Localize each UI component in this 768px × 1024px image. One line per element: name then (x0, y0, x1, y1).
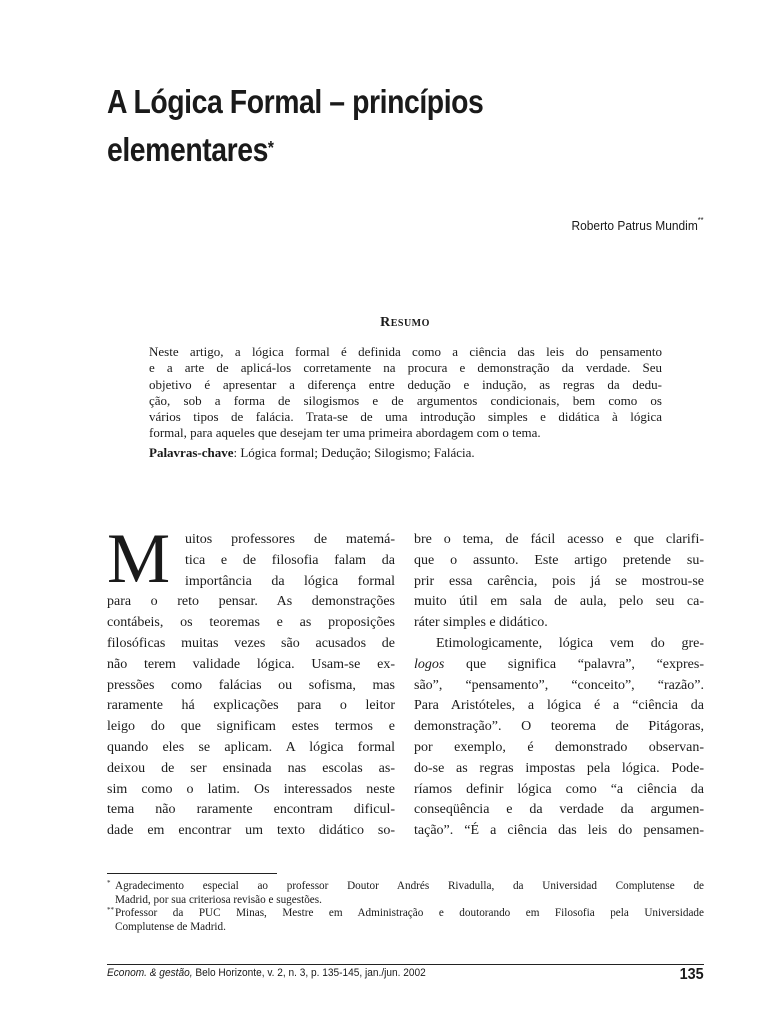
body-line: uitos professores de matemá- (185, 532, 395, 547)
body-line: raramente há explicações para o leitor (107, 698, 395, 714)
footnote-1 (107, 880, 704, 907)
body-column-right (414, 530, 704, 842)
body-line: por exemplo, é demonstrado observan- (414, 739, 704, 755)
body-line: muito útil em sala de aula, pelo seu ca- (414, 594, 704, 610)
page-number: 135 (679, 966, 704, 983)
author-footnote-marker: ** (698, 216, 704, 225)
body-line: Etimologicamente, lógica vem do gre- (436, 635, 704, 651)
author-name-text: Roberto Patrus Mundim (571, 218, 699, 233)
body-line: ríamos definir lógica como “a ciência da (414, 781, 704, 797)
body-line (414, 655, 704, 676)
footer-divider (107, 964, 704, 965)
drop-cap: M (107, 520, 171, 598)
body-line: deixou de ser ensinada nas escolas as- (107, 760, 395, 776)
journal-citation (107, 967, 426, 979)
body-line: sim como o latim. Os interessados neste (107, 781, 395, 797)
footnote-line: Complutense de Madrid. (115, 920, 226, 933)
body-line: importância da lógica formal (185, 573, 395, 589)
body-line: tação”. “É a ciência das leis do pensamen- (414, 823, 704, 839)
footnote-line: Professor da PUC Minas, Mestre em Administração e doutorando em Filosofia pela Universidade (115, 907, 704, 919)
keywords-label: Palavras-chave (149, 445, 234, 460)
article-title (107, 78, 623, 174)
body-line: quando eles se aplicam. A lógica formal (107, 739, 395, 755)
keywords-list: : Lógica formal; Dedução; Silogismo; Falácia. (233, 445, 475, 460)
body-line: do-se as regras impostas pela lógica. Pode- (414, 760, 704, 776)
body-line: pressões como falácias ou sofisma, mas (107, 677, 395, 693)
body-line: tema não raramente encontram dificul- (107, 802, 395, 818)
body-line: dade em encontrar um texto didático so- (107, 823, 395, 839)
body-line: para o reto pensar. As demonstrações (107, 594, 395, 610)
logos-word: logos (414, 656, 445, 672)
abstract-line: e a arte de aplicá-los corretamente na procura e demonstração da verdade. Seu (149, 360, 662, 376)
keywords (149, 445, 662, 461)
title-footnote-marker: * (267, 138, 274, 158)
body-line: que o assunto. Este artigo pretende su- (414, 552, 704, 568)
footnote-2 (107, 907, 704, 934)
journal-name: Econom. & gestão, (107, 967, 193, 979)
abstract-line: objetivo é apresentar a diferença entre dedução e indução, as regras da dedu- (149, 376, 662, 392)
journal-details: Belo Horizonte, v. 2, n. 3, p. 135-145, jan./jun. 2002 (192, 967, 426, 979)
body-line: são”, “pensamento”, “conceito”, “razão”. (414, 677, 704, 693)
footnote-line: Agradecimento especial ao professor Doutor Andrés Rivadulla, da Universidad Complutense de (115, 880, 704, 892)
body-line: não terem validade lógica. Usam-se ex- (107, 656, 395, 672)
footnotes (107, 880, 704, 934)
title-line-2 (107, 126, 623, 174)
footnote-marker: ** (107, 906, 114, 914)
body-line: prir essa carência, pois já se mostrou-se (414, 573, 704, 589)
body-line: bre o tema, de fácil acesso e que clarifi- (414, 532, 704, 547)
body-column-left (107, 530, 395, 842)
footnote-marker: * (107, 879, 111, 887)
abstract-text (149, 344, 662, 442)
body-line: tica e de filosofia falam da (185, 552, 395, 568)
body-line: conseqüência e da verdade da argumen- (414, 802, 704, 818)
title-line-1: A Lógica Formal – princípios (107, 83, 484, 120)
body-line: demonstração”. O teorema de Pitágoras, (414, 719, 704, 735)
abstract-line: Neste artigo, a lógica formal é definida como a ciência das leis do pensamento (149, 344, 662, 359)
abstract-line: vários tipos de falácia. Trata-se de uma introdução simples e didática à lógica (149, 409, 662, 425)
footnote-line: Madrid, por sua criteriosa revisão e sugestões. (115, 893, 322, 906)
body-line-text: que significa “palavra”, “expres- (444, 656, 704, 672)
body-line: contábeis, os teoremas e as proposições (107, 615, 395, 631)
body-line: leigo do que significam estes termos e (107, 719, 395, 735)
footnote-divider (107, 873, 277, 874)
body-line: filosóficas muitas vezes são acusados de (107, 635, 395, 651)
abstract-line: formal, para aqueles que desejam ter uma primeira abordagem com o tema. (149, 425, 541, 441)
title-line-2-text: elementares (107, 131, 268, 168)
body-line: ráter simples e didático. (414, 615, 548, 631)
abstract-line: ção, sob a forma de silogismos e de argumentos condicionais, bem como os (149, 392, 662, 408)
abstract-heading: Resumo (380, 315, 430, 330)
author-name (572, 218, 704, 233)
body-line: Para Aristóteles, a lógica é a “ciência da (414, 698, 704, 714)
